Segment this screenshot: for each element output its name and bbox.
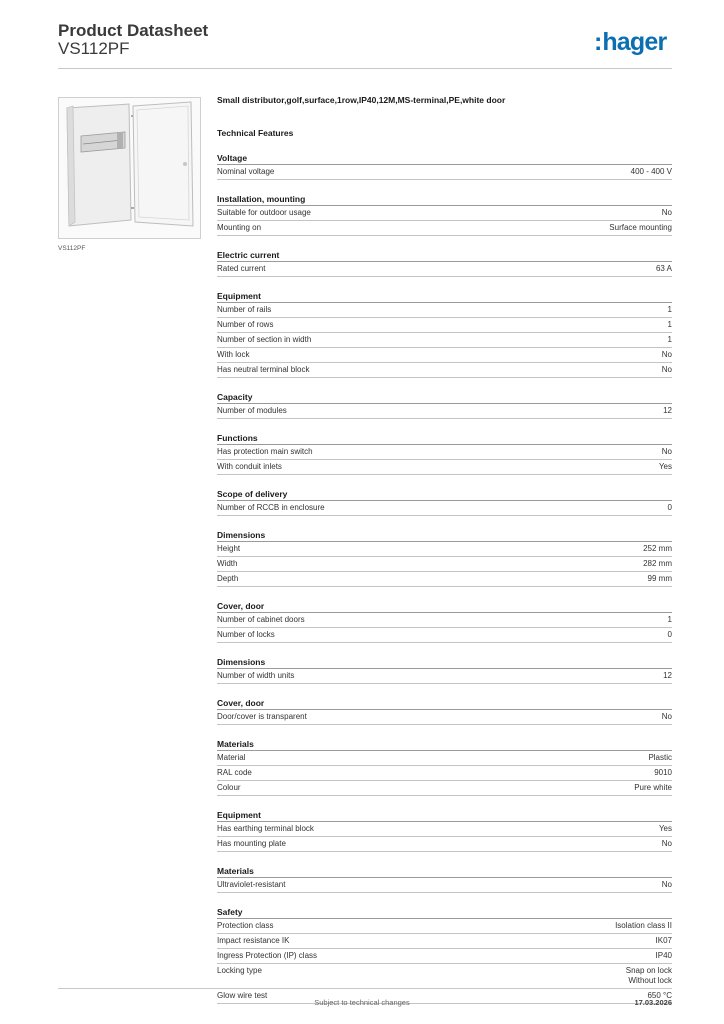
feature-value: 282 mm — [643, 559, 672, 568]
section-title: Installation, mounting — [217, 194, 672, 206]
logo-text: hager — [602, 28, 667, 56]
feature-row — [217, 572, 672, 587]
feature-row — [217, 919, 672, 934]
feature-section — [217, 153, 672, 180]
feature-label: Locking type — [217, 966, 262, 975]
feature-label: Number of section in width — [217, 335, 312, 344]
technical-features-heading: Technical Features — [217, 128, 294, 138]
footer-note: Subject to technical changes — [314, 998, 410, 1007]
section-title: Equipment — [217, 810, 672, 822]
feature-value: 99 mm — [647, 574, 672, 583]
feature-label: Ultraviolet-resistant — [217, 880, 286, 889]
feature-row — [217, 363, 672, 378]
feature-label: Number of cabinet doors — [217, 615, 305, 624]
feature-section — [217, 250, 672, 277]
feature-section — [217, 601, 672, 643]
feature-value: 1 — [667, 305, 672, 314]
feature-value: No — [661, 447, 672, 456]
feature-row — [217, 206, 672, 221]
feature-value: 12 — [663, 671, 672, 680]
feature-row — [217, 165, 672, 180]
feature-section — [217, 392, 672, 419]
product-code: VS112PF — [58, 39, 130, 58]
feature-label: Width — [217, 559, 238, 568]
feature-value: Plastic — [648, 753, 672, 762]
feature-label: Has earthing terminal block — [217, 824, 314, 833]
feature-section — [217, 194, 672, 236]
feature-row — [217, 766, 672, 781]
feature-label: Number of rows — [217, 320, 274, 329]
section-title: Dimensions — [217, 657, 672, 669]
feature-section — [217, 698, 672, 725]
feature-row — [217, 542, 672, 557]
feature-label: Height — [217, 544, 241, 553]
section-title: Materials — [217, 866, 672, 878]
feature-label: Impact resistance IK — [217, 936, 290, 945]
section-title: Voltage — [217, 153, 672, 165]
feature-value: No — [661, 839, 672, 848]
feature-row — [217, 710, 672, 725]
feature-value: 63 A — [655, 264, 672, 273]
section-title: Safety — [217, 907, 672, 919]
feature-label: Number of rails — [217, 305, 272, 314]
feature-row — [217, 348, 672, 363]
feature-value: 1 — [667, 335, 672, 344]
section-title: Functions — [217, 433, 672, 445]
feature-value: Snap on lock Without lock — [625, 966, 672, 985]
feature-value: No — [661, 712, 672, 721]
feature-label: Has neutral terminal block — [217, 365, 310, 374]
feature-label: Protection class — [217, 921, 274, 930]
feature-label: Nominal voltage — [217, 167, 275, 176]
feature-value: 400 - 400 V — [630, 167, 672, 176]
feature-value: No — [661, 208, 672, 217]
feature-label: RAL code — [217, 768, 252, 777]
feature-value: 0 — [667, 503, 672, 512]
feature-value: 0 — [667, 630, 672, 639]
distribution-box-illustration — [59, 98, 200, 238]
feature-row — [217, 878, 672, 893]
feature-value: 650 °C — [647, 991, 672, 1000]
feature-value: No — [661, 350, 672, 359]
feature-label: Number of RCCB in enclosure — [217, 503, 325, 512]
feature-label: Depth — [217, 574, 239, 583]
feature-section — [217, 530, 672, 587]
feature-value: No — [661, 365, 672, 374]
section-title: Capacity — [217, 392, 672, 404]
feature-row — [217, 262, 672, 277]
feature-label: Number of locks — [217, 630, 275, 639]
hager-logo — [594, 30, 666, 55]
feature-row — [217, 445, 672, 460]
feature-label: Suitable for outdoor usage — [217, 208, 311, 217]
feature-row — [217, 557, 672, 572]
feature-value: 1 — [667, 615, 672, 624]
feature-label: Colour — [217, 783, 241, 792]
feature-value: Pure white — [634, 783, 672, 792]
feature-row — [217, 303, 672, 318]
feature-value: Yes — [658, 824, 672, 833]
feature-label: Has protection main switch — [217, 447, 313, 456]
page-title: Product Datasheet — [58, 21, 209, 40]
image-caption: VS112PF — [58, 245, 86, 252]
feature-section — [217, 291, 672, 378]
feature-row — [217, 318, 672, 333]
feature-section — [217, 907, 672, 1004]
feature-section — [217, 433, 672, 475]
feature-row — [217, 837, 672, 852]
footer-date: 17.03.2026 — [634, 998, 672, 1007]
header-divider — [58, 68, 672, 69]
feature-value: Yes — [658, 462, 672, 471]
product-image — [58, 97, 201, 239]
feature-sections — [217, 153, 672, 1004]
feature-value: 252 mm — [643, 544, 672, 553]
section-title: Dimensions — [217, 530, 672, 542]
feature-row — [217, 751, 672, 766]
feature-label: Number of modules — [217, 406, 287, 415]
feature-row — [217, 934, 672, 949]
feature-row — [217, 404, 672, 419]
feature-row — [217, 822, 672, 837]
feature-value: Surface mounting — [609, 223, 672, 232]
feature-value: 1 — [667, 320, 672, 329]
feature-label: Has mounting plate — [217, 839, 286, 848]
logo-dots: : — [594, 28, 603, 56]
feature-value: 12 — [663, 406, 672, 415]
feature-value: Isolation class II — [615, 921, 672, 930]
technical-content — [217, 93, 672, 1004]
feature-section — [217, 866, 672, 893]
feature-label: Door/cover is transparent — [217, 712, 307, 721]
feature-label: Rated current — [217, 264, 266, 273]
feature-row — [217, 501, 672, 516]
section-title: Materials — [217, 739, 672, 751]
feature-value: 9010 — [654, 768, 672, 777]
feature-row — [217, 221, 672, 236]
feature-section — [217, 657, 672, 684]
feature-value: IP40 — [655, 951, 672, 960]
feature-row — [217, 628, 672, 643]
feature-row — [217, 333, 672, 348]
feature-label: Material — [217, 753, 246, 762]
section-title: Scope of delivery — [217, 489, 672, 501]
feature-value: No — [661, 880, 672, 889]
feature-row — [217, 669, 672, 684]
feature-row — [217, 964, 672, 989]
feature-label: With lock — [217, 350, 250, 359]
feature-value: IK07 — [655, 936, 672, 945]
feature-section — [217, 739, 672, 796]
feature-label: With conduit inlets — [217, 462, 282, 471]
product-description: Small distributor,golf,surface,1row,IP40,12M,MS-terminal,PE,white door — [217, 95, 506, 105]
feature-row — [217, 460, 672, 475]
section-title: Cover, door — [217, 601, 672, 613]
feature-label: Glow wire test — [217, 991, 268, 1000]
feature-section — [217, 810, 672, 852]
section-title: Equipment — [217, 291, 672, 303]
feature-label: Number of width units — [217, 671, 295, 680]
feature-row — [217, 613, 672, 628]
section-title: Electric current — [217, 250, 672, 262]
section-title: Cover, door — [217, 698, 672, 710]
feature-label: Ingress Protection (IP) class — [217, 951, 318, 960]
feature-row — [217, 949, 672, 964]
feature-section — [217, 489, 672, 516]
footer-divider — [58, 988, 672, 989]
feature-row — [217, 781, 672, 796]
feature-label: Mounting on — [217, 223, 262, 232]
